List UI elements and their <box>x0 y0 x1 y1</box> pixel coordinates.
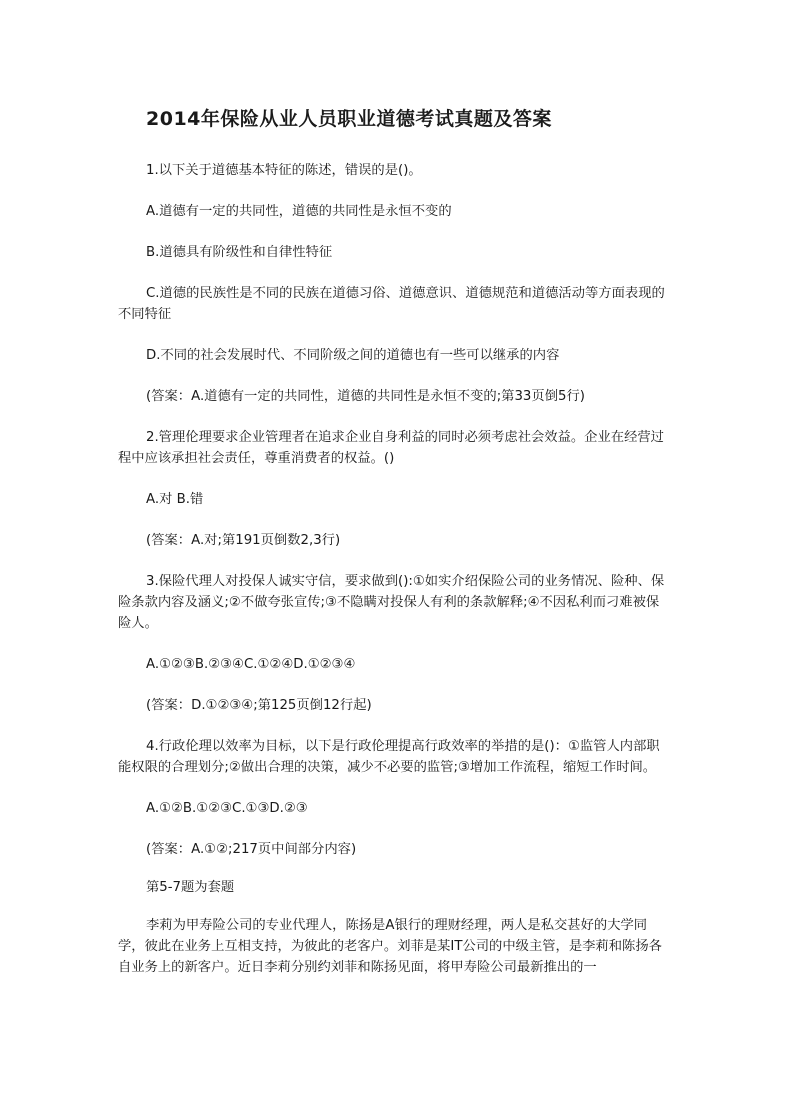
answer-3: (答案：D.①②③④;第125页倒12行起) <box>146 698 372 713</box>
question-1: 1.以下关于道德基本特征的陈述，错误的是()。 <box>146 163 422 178</box>
question-3: 3.保险代理人对投保人诚实守信，要求做到():①如实介绍保险公司的业务情况、险种、保险条款内容及涵义;②不做夸张宣传;③不隐瞒对投保人有利的条款解释;④不因私利而刁难被保险人。 <box>118 574 665 631</box>
document-title: 2014年保险从业人员职业道德考试真题及答案 <box>146 108 552 130</box>
question-2: 2.管理伦理要求企业管理者在追求企业自身利益的同时必须考虑社会效益。企业在经营过程中应该承担社会责任，尊重消费者的权益。() <box>118 430 664 466</box>
option-1c: C.道德的民族性是不同的民族在道德习俗、道德意识、道德规范和道德活动等方面表现的不同特征 <box>118 286 665 322</box>
option-1a: A.道德有一定的共同性，道德的共同性是永恒不变的 <box>146 204 452 219</box>
options-2: A.对 B.错 <box>146 492 204 507</box>
document-body <box>118 160 670 998</box>
case-paragraph: 李莉为甲寿险公司的专业代理人，陈扬是A银行的理财经理，两人是私交甚好的大学同学，彼此在业务上互相支持，为彼此的老客户。刘菲是某IT公司的中级主管，是李莉和陈扬各自业务上的新客户。近日李莉分别约刘菲和陈扬见面，将甲寿险公司最新推出的一 <box>118 918 662 975</box>
answer-2: (答案：A.对;第191页倒数2,3行) <box>146 533 341 548</box>
option-1d: D.不同的社会发展时代、不同阶级之间的道德也有一些可以继承的内容 <box>146 348 560 363</box>
options-4: A.①②B.①②③C.①③D.②③ <box>146 801 308 816</box>
option-1b: B.道德具有阶级性和自律性特征 <box>146 245 333 260</box>
answer-1: (答案：A.道德有一定的共同性，道德的共同性是永恒不变的;第33页倒5行) <box>146 389 585 404</box>
question-4: 4.行政伦理以效率为目标，以下是行政伦理提高行政效率的举措的是()：①监管人内部职能权限的合理划分;②做出合理的决策，减少不必要的监管;③增加工作流程，缩短工作时间。 <box>118 739 660 775</box>
section-note: 第5-7题为套题 <box>146 880 235 895</box>
options-3: A.①②③B.②③④C.①②④D.①②③④ <box>146 657 356 672</box>
answer-4: (答案：A.①②;217页中间部分内容) <box>146 842 357 857</box>
